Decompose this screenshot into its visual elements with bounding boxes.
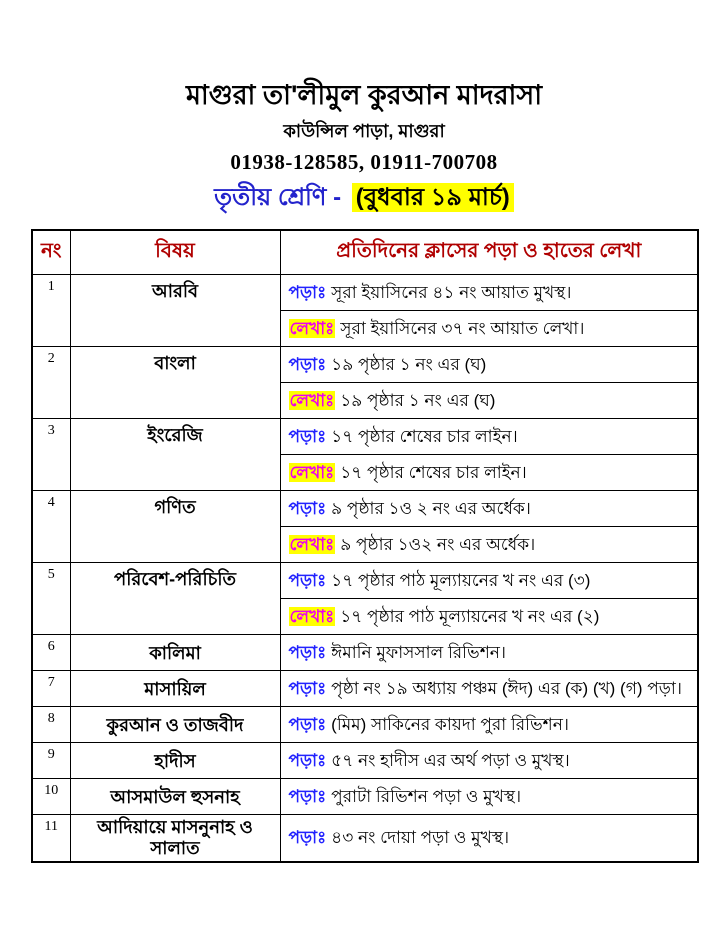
subject-cell: আদিয়ায়ে মাসনুনাহ ও সালাত: [70, 815, 280, 862]
table-row: [32, 419, 698, 455]
read-task-cell: [280, 815, 698, 862]
write-task-cell: [280, 311, 698, 347]
read-task-text: ১৯ পৃষ্ঠার ১ নং এর (ঘ): [331, 354, 487, 374]
table-row: [32, 275, 698, 311]
table-row: [32, 491, 698, 527]
phone-numbers: 01938-128585, 01911-700708: [230, 149, 498, 174]
read-task-text: পুরাটা রিভিশন পড়া ও মুখস্থ।: [331, 786, 522, 806]
read-label: পড়াঃ: [288, 498, 327, 518]
table-row: [32, 815, 698, 862]
table-row: [32, 779, 698, 815]
row-number: 6: [32, 635, 70, 671]
write-task-cell: [280, 599, 698, 635]
row-number: 7: [32, 671, 70, 707]
write-label: লেখাঃ: [289, 390, 335, 410]
document-header: [0, 80, 728, 213]
read-label: পড়াঃ: [288, 750, 327, 770]
read-task-cell: [280, 671, 698, 707]
write-task-text: সূরা ইয়াসিনের ৩৭ নং আয়াত লেখা।: [340, 318, 585, 338]
table-row: [32, 347, 698, 383]
read-label: পড়াঃ: [288, 570, 327, 590]
read-label: পড়াঃ: [288, 354, 327, 374]
read-label: পড়াঃ: [288, 426, 327, 446]
subject-cell: আসমাউল হুসনাহ: [70, 779, 280, 815]
read-task-text: ১৭ পৃষ্ঠার পাঠ মূল্যায়নের খ নং এর (৩): [331, 570, 591, 590]
read-task-text: সূরা ইয়াসিনের ৪১ নং আয়াত মুখস্থ।: [331, 282, 572, 302]
read-task-text: ঈমানি মুফাসসাল রিভিশন।: [331, 642, 506, 662]
read-label: পড়াঃ: [288, 642, 327, 662]
table-row: [32, 707, 698, 743]
table-row: [32, 635, 698, 671]
read-task-cell: [280, 743, 698, 779]
row-number: 10: [32, 779, 70, 815]
read-task-cell: [280, 275, 698, 311]
col-header-tasks: প্রতিদিনের ক্লাসের পড়া ও হাতের লেখা: [280, 230, 698, 275]
read-task-cell: [280, 347, 698, 383]
read-label: পড়াঃ: [288, 786, 327, 806]
write-task-text: ১৭ পৃষ্ঠার শেষের চার লাইন।: [340, 462, 527, 482]
date-highlight: (বুধবার ১৯ মার্চ): [352, 183, 514, 212]
col-header-no: নং: [32, 230, 70, 275]
read-task-cell: [280, 419, 698, 455]
row-number: 3: [32, 419, 70, 491]
write-label: লেখাঃ: [289, 606, 335, 626]
table-header-row: [32, 230, 698, 275]
write-task-text: ৯ পৃষ্ঠার ১ও২ নং এর অর্ধেক।: [340, 534, 536, 554]
write-task-cell: [280, 455, 698, 491]
write-task-cell: [280, 527, 698, 563]
read-task-cell: [280, 491, 698, 527]
row-number: 9: [32, 743, 70, 779]
class-title: তৃতীয় শ্রেণি -: [214, 183, 342, 211]
read-label: পড়াঃ: [288, 678, 327, 698]
read-task-text: ৪৩ নং দোয়া পড়া ও মুখস্থ।: [331, 827, 510, 847]
write-label: লেখাঃ: [289, 462, 335, 482]
school-address: কাউন্সিল পাড়া, মাগুরা: [283, 121, 445, 142]
row-number: 4: [32, 491, 70, 563]
row-number: 5: [32, 563, 70, 635]
subject-cell: কুরআন ও তাজবীদ: [70, 707, 280, 743]
row-number: 8: [32, 707, 70, 743]
read-label: পড়াঃ: [288, 714, 327, 734]
table-row: [32, 563, 698, 599]
read-task-cell: [280, 779, 698, 815]
subject-cell: গণিত: [70, 491, 280, 563]
read-task-cell: [280, 635, 698, 671]
write-task-text: ১৭ পৃষ্ঠার পাঠ মূল্যায়নের খ নং এর (২): [340, 606, 600, 626]
read-task-text: ৫৭ নং হাদীস এর অর্থ পড়া ও মুখস্থ।: [331, 750, 570, 770]
read-task-text: পৃষ্ঠা নং ১৯ অধ্যায় পঞ্চম (ঈদ) এর (ক) (খ) (গ) পড়া।: [331, 678, 682, 698]
subject-cell: কালিমা: [70, 635, 280, 671]
subject-cell: আরবি: [70, 275, 280, 347]
col-header-subject: বিষয়: [70, 230, 280, 275]
table-row: [32, 671, 698, 707]
write-label: লেখাঃ: [289, 534, 335, 554]
read-task-text: ১৭ পৃষ্ঠার শেষের চার লাইন।: [331, 426, 518, 446]
row-number: 2: [32, 347, 70, 419]
class-date-line: [0, 183, 728, 213]
subject-cell: ইংরেজি: [70, 419, 280, 491]
school-title: মাগুরা তা'লীমুল কুরআন মাদরাসা: [185, 80, 543, 110]
read-task-text: ৯ পৃষ্ঠার ১ও ২ নং এর অর্ধেক।: [331, 498, 531, 518]
subject-cell: বাংলা: [70, 347, 280, 419]
subject-cell: মাসায়িল: [70, 671, 280, 707]
subject-cell: পরিবেশ-পরিচিতি: [70, 563, 280, 635]
homework-table: [31, 229, 699, 863]
read-task-cell: [280, 563, 698, 599]
row-number: 11: [32, 815, 70, 862]
write-label: লেখাঃ: [289, 318, 335, 338]
read-label: পড়াঃ: [288, 827, 327, 847]
row-number: 1: [32, 275, 70, 347]
write-task-text: ১৯ পৃষ্ঠার ১ নং এর (ঘ): [340, 390, 496, 410]
table-row: [32, 743, 698, 779]
read-task-cell: [280, 707, 698, 743]
write-task-cell: [280, 383, 698, 419]
subject-cell: হাদীস: [70, 743, 280, 779]
read-label: পড়াঃ: [288, 282, 327, 302]
read-task-text: (মিম) সাকিনের কায়দা পুরা রিভিশন।: [331, 714, 569, 734]
